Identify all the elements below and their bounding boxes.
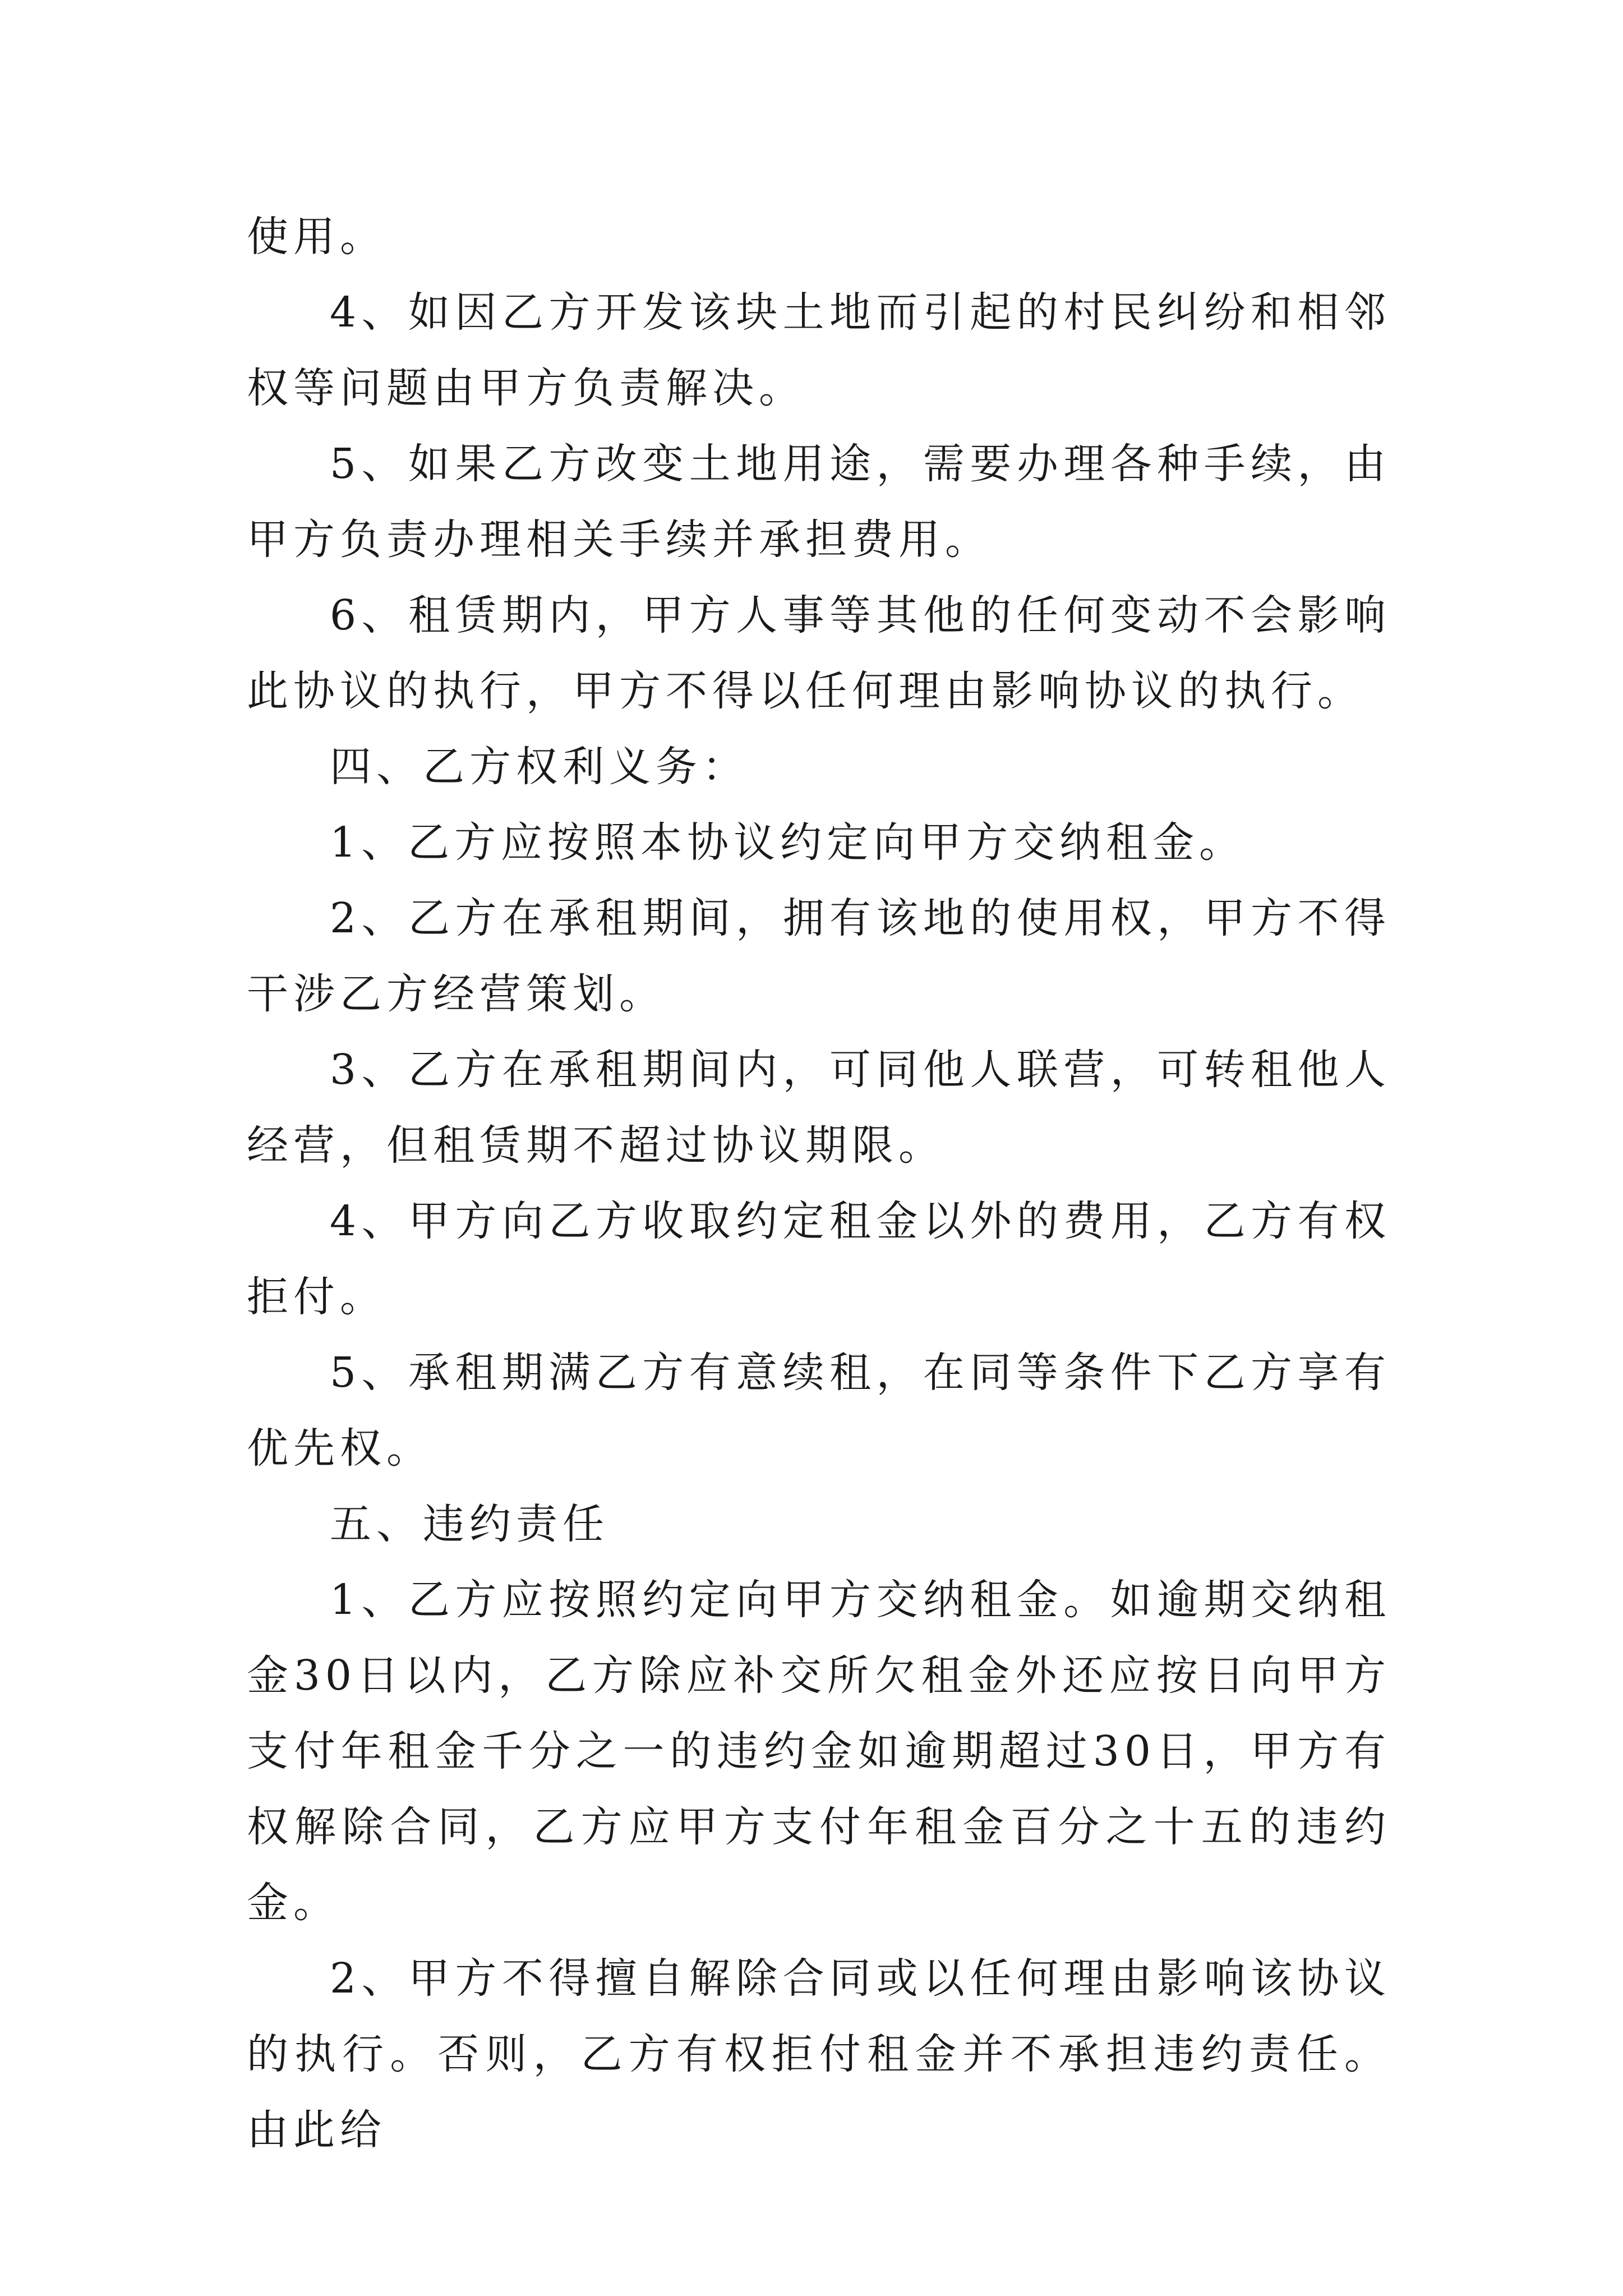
section-heading-5: 五、违约责任 [330,1500,609,1548]
document-body [247,199,1391,2168]
paragraph-clause-4-5: 5、承租期满乙方有意续租，在同等条件下乙方享有优先权。 [247,1349,1391,1473]
paragraph-clause-4-2: 2、乙方在承租期间，拥有该地的使用权，甲方不得干涉乙方经营策划。 [247,894,1391,1018]
paragraph-clause-3-5: 5、如果乙方改变土地用途，需要办理各种手续，由甲方负责办理相关手续并承担费用。 [247,440,1391,564]
paragraph-clause-4-1: 1、乙方应按照本协议约定向甲方交纳租金。 [330,818,1246,867]
paragraph-clause-3-4: 4、如因乙方开发该块土地而引起的村民纠纷和相邻权等问题由甲方负责解决。 [247,288,1391,412]
paragraph-clause-3-6: 6、租赁期内，甲方人事等其他的任何变动不会影响此协议的执行，甲方不得以任何理由影响协议的执行。 [247,591,1391,715]
section-heading-4: 四、乙方权利义务： [330,743,749,791]
paragraph-continuation: 使用。 [247,213,386,261]
paragraph-clause-5-1: 1、乙方应按照约定向甲方交纳租金。如逾期交纳租金30日以内，乙方除应补交所欠租金外还应按日向甲方支付年租金千分之一的违约金如逾期超过30日，甲方有权解除合同，乙方应甲方支付年租金百分之十五的违约金。 [247,1576,1391,1927]
paragraph-clause-4-3: 3、乙方在承租期间内，可同他人联营，可转租他人经营，但租赁期不超过协议期限。 [247,1046,1391,1170]
paragraph-clause-5-2: 2、甲方不得擅自解除合同或以任何理由影响该协议的执行。否则，乙方有权拒付租金并不承担违约责任。由此给 [247,1954,1391,2154]
paragraph-clause-4-4: 4、甲方向乙方收取约定租金以外的费用，乙方有权拒付。 [247,1197,1391,1321]
